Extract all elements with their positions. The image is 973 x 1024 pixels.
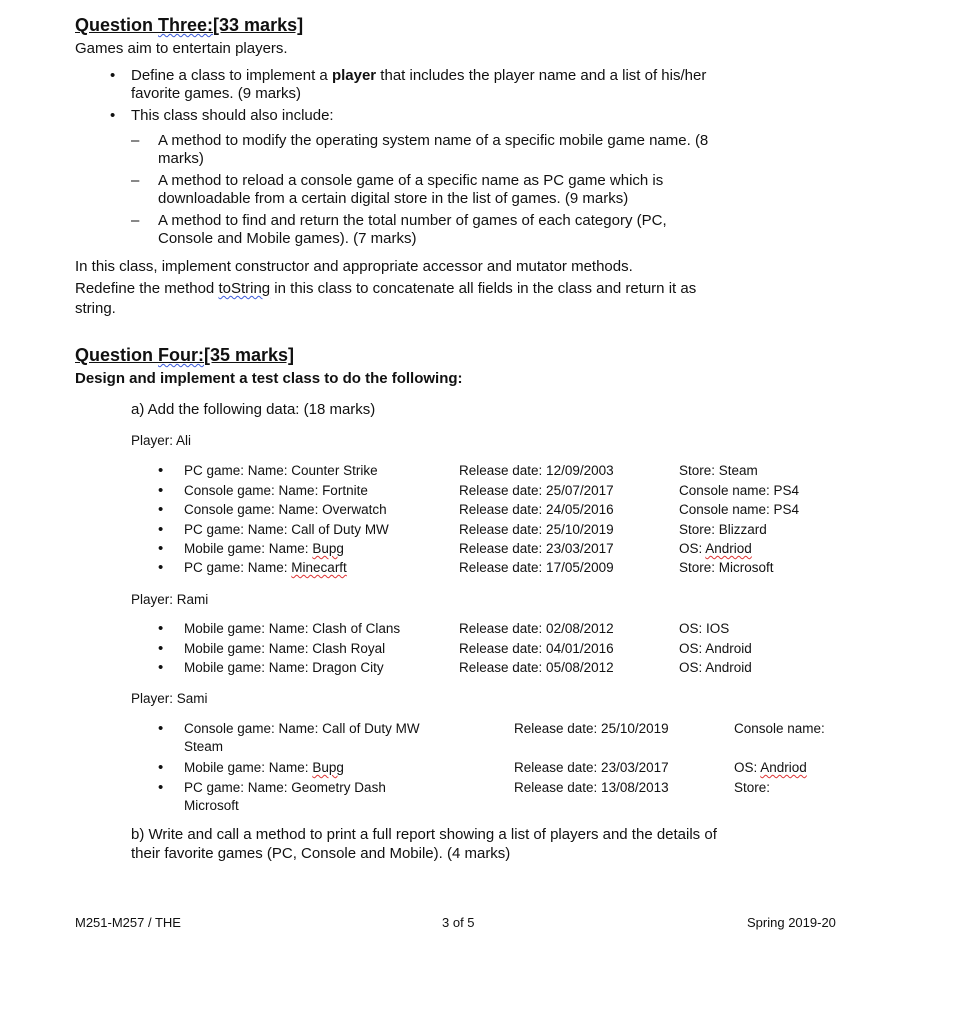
bullet-glyph: • <box>158 779 164 796</box>
game-name-cont: Microsoft <box>184 798 239 813</box>
q4-part-b: b) Write and call a method to print a full report showing a list of players and the details of <box>131 826 717 843</box>
q3-dash-2-cont: downloadable from a certain digital store in the list of games. (9 marks) <box>158 190 629 207</box>
bullet-glyph: • <box>158 620 164 637</box>
q3-dash-3: A method to find and return the total number of games of each category (PC, <box>158 212 667 229</box>
q4-part-a: a) Add the following data: (18 marks) <box>131 401 376 418</box>
game-name: Console game: Name: Overwatch <box>184 502 387 517</box>
game-extra: OS: Andriod <box>734 760 807 775</box>
game-name: Console game: Name: Fortnite <box>184 483 368 498</box>
q3-paragraph-2: Redefine the method toString in this class to concatenate all fields in the class and return it as <box>75 280 697 297</box>
bullet-glyph: • <box>158 559 164 576</box>
game-release-date: Release date: 24/05/2016 <box>459 502 614 517</box>
q3-intro: Games aim to entertain players. <box>75 40 288 57</box>
player-label-rami: Player: Rami <box>131 592 209 607</box>
game-name: PC game: Name: Minecarft <box>184 560 347 575</box>
question-four-heading: Question Four:[35 marks] <box>75 345 295 365</box>
spellcheck-flagged-word: Bupg <box>312 760 344 775</box>
bullet-glyph: • <box>158 462 164 479</box>
q4-part-b-cont: their favorite games (PC, Console and Mobile). (4 marks) <box>131 845 511 862</box>
game-extra: Store: Microsoft <box>679 560 774 575</box>
player-label-sami: Player: Sami <box>131 691 208 706</box>
footer-page-number: 3 of 5 <box>442 915 475 930</box>
game-release-date: Release date: 25/10/2019 <box>514 721 669 736</box>
bullet-glyph: • <box>158 640 164 657</box>
spellcheck-flagged-word: Andriod <box>760 760 807 775</box>
game-name-cont: Steam <box>184 739 224 754</box>
q3-dash-3-cont: Console and Mobile games). (7 marks) <box>158 230 417 247</box>
game-name: Console game: Name: Call of Duty MW <box>184 721 420 736</box>
bullet-glyph: • <box>158 540 164 557</box>
game-extra: Console name: PS4 <box>679 502 800 517</box>
footer-term: Spring 2019-20 <box>747 915 836 930</box>
q3-paragraph-1: In this class, implement constructor and appropriate accessor and mutator methods. <box>75 258 633 275</box>
dash-glyph: – <box>131 132 140 149</box>
game-name: Mobile game: Name: Dragon City <box>184 660 384 675</box>
game-release-date: Release date: 13/08/2013 <box>514 780 669 795</box>
game-release-date: Release date: 12/09/2003 <box>459 463 614 478</box>
game-release-date: Release date: 25/10/2019 <box>459 522 614 537</box>
dash-glyph: – <box>131 172 140 189</box>
bullet-glyph: • <box>158 521 164 538</box>
bullet-glyph: • <box>158 720 164 737</box>
game-release-date: Release date: 17/05/2009 <box>459 560 614 575</box>
game-extra: Store: Blizzard <box>679 522 767 537</box>
bullet-glyph: • <box>158 482 164 499</box>
game-release-date: Release date: 25/07/2017 <box>459 483 614 498</box>
q3-paragraph-2-cont: string. <box>75 300 116 317</box>
game-extra: Console name: PS4 <box>679 483 800 498</box>
game-extra: OS: Android <box>679 641 752 656</box>
q3-dash-2: A method to reload a console game of a specific name as PC game which is <box>158 172 664 189</box>
game-release-date: Release date: 23/03/2017 <box>459 541 614 556</box>
game-release-date: Release date: 05/08/2012 <box>459 660 614 675</box>
q3-bullet-1: Define a class to implement a player that includes the player name and a list of his/her <box>131 67 707 84</box>
dash-glyph: – <box>131 212 140 229</box>
bullet-glyph: • <box>158 659 164 676</box>
game-extra: Console name: <box>734 721 825 736</box>
game-release-date: Release date: 04/01/2016 <box>459 641 614 656</box>
game-name: PC game: Name: Counter Strike <box>184 463 378 478</box>
game-name: Mobile game: Name: Clash Royal <box>184 641 386 656</box>
q4-subtitle: Design and implement a test class to do the following: <box>75 370 463 387</box>
player-label-ali: Player: Ali <box>131 433 192 448</box>
game-extra: Store: <box>734 780 771 795</box>
bullet-glyph: • <box>110 107 116 124</box>
game-name: PC game: Name: Geometry Dash <box>184 780 386 795</box>
game-release-date: Release date: 23/03/2017 <box>514 760 669 775</box>
game-extra: OS: IOS <box>679 621 730 636</box>
game-extra: OS: Andriod <box>679 541 752 556</box>
game-name: Mobile game: Name: Clash of Clans <box>184 621 401 636</box>
q3-bullet-1-cont: favorite games. (9 marks) <box>131 85 302 102</box>
spellcheck-flagged-word: Bupg <box>312 541 344 556</box>
game-release-date: Release date: 02/08/2012 <box>459 621 614 636</box>
game-name: Mobile game: Name: Bupg <box>184 760 344 775</box>
bullet-glyph: • <box>110 67 116 84</box>
spellcheck-flagged-word: Andriod <box>705 541 752 556</box>
game-name: Mobile game: Name: Bupg <box>184 541 344 556</box>
bullet-glyph: • <box>158 759 164 776</box>
game-extra: OS: Android <box>679 660 752 675</box>
question-three-heading: Question Three:[33 marks] <box>75 15 304 35</box>
q3-bullet-2: This class should also include: <box>131 107 334 124</box>
game-name: PC game: Name: Call of Duty MW <box>184 522 389 537</box>
bullet-glyph: • <box>158 501 164 518</box>
q3-dash-1: A method to modify the operating system name of a specific mobile game name. (8 <box>158 132 709 149</box>
footer-course: M251-M257 / THE <box>75 915 181 930</box>
game-extra: Store: Steam <box>679 463 758 478</box>
q3-dash-1-cont: marks) <box>158 150 204 167</box>
spellcheck-flagged-word: Minecarft <box>291 560 347 575</box>
